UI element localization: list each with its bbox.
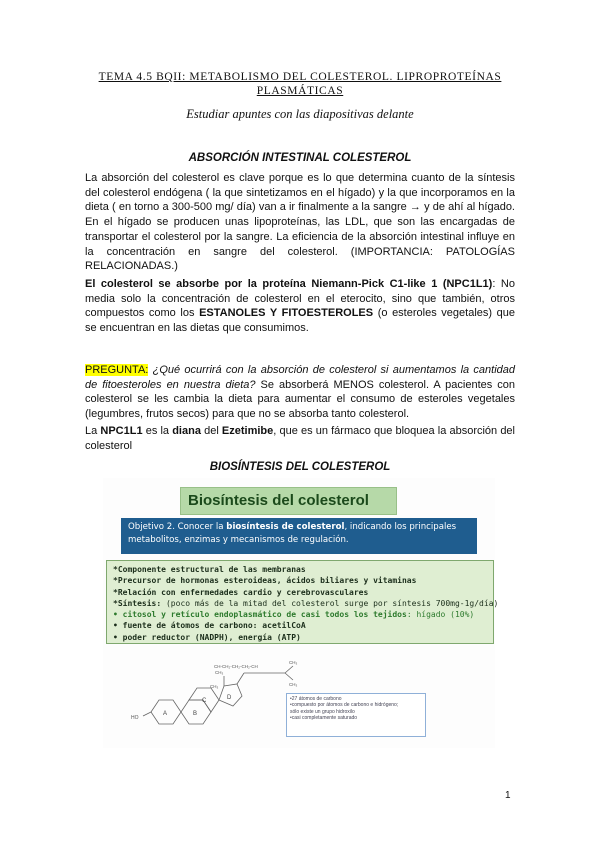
ezetimibe-bold-name: Ezetimibe [221,425,274,437]
side-chain-label: CH-CH₂-CH₂-CH₂-CH [214,664,258,669]
objective-text-bold: biosíntesis de colesterol [226,522,345,532]
objective-text-c: , indicando los principales metabolitos, enzimas y mecanismos de regulación. [128,522,457,545]
ring-label-d: D [227,695,232,701]
slide-bullet: *Relación con enfermedades cardio y cerebrovasculares [113,587,369,597]
section-heading-biosintesis: BIOSÍNTESIS DEL COLESTEROL [209,461,391,473]
npc1l1-text-a: : No media solo la concentración de colesterol en el eterocito, sino que también, otros compuestos como los [85,278,515,320]
ezetimibe-bold-npc1l1: NPC1L1 [100,425,143,437]
paragraph-ezetimibe [85,424,515,453]
note-line: •27 átomos de carbono [290,696,342,702]
ring-label-c: C [202,698,207,704]
page-number: 1 [505,790,511,801]
ch3-label: CH₃ [289,682,298,687]
slide-bullet: • poder reductor (NADPH), energía (ATP) [113,632,301,642]
slide-bullet: • fuente de átomos de carbono: acetilCoA [113,621,306,631]
npc1l1-bold-lead: El colesterol se absorbe por la proteína Niemann-Pick C1-like 1 (NPC1L1) [85,278,493,290]
citosol-text: • citosol y retículo endoplasmático de casi todos los tejidos [113,610,407,620]
paragraph-npc1l1 [85,277,515,336]
ezetimibe-bold-diana: diana [172,425,201,437]
document-title: TEMA 4.5 BQII: METABOLISMO DEL COLESTEROL. LIPROPROTEÍNAS PLASMÁTICAS [98,71,502,97]
ring-label-a: A [163,711,168,717]
ch3-label: CH₃ [210,684,219,689]
document-subtitle: Estudiar apuntes con las diapositivas delante [186,107,414,121]
npc1l1-text-b: (o esteroles vegetales) que se encuentran en las dietas que consumimos. [85,307,515,335]
objective-text-a: Objetivo 2. Conocer la [128,522,227,532]
ring-label-b: B [193,711,198,717]
sintesis-detail: (poco más de la mitad del colesterol surge por síntesis 700mg-1g/día) [161,598,499,608]
sintesis-label: *Síntesis: [113,598,162,608]
paragraph-absorcion: La absorción del colesterol es clave porque es lo que determina cuanto de la síntesis del colesterol endógena ( la que sintetizamos en el hígado) y la que incorporamos en la dieta ( en torno a 300-500 mg/ día) van a ir finalmente a la sangre → y de ahí al hígado. En el hígado se producen unas lipoproteínas, las LDL, que son las encargadas de transportar el colesterol por la sangre. La eficiencia de la absorción intestinal influye en la concentración en sangre del colesterol. (IMPORTANCIA: PATOLOGÍAS RELACIONADAS.) [85,172,515,273]
pregunta-answer: Se absorberá MENOS colesterol. A pacientes con colesterol se les cambia la dieta para aumentar el consumo de esteroles vegetales (legumbres, frutos secos) para que no se absorba tanto colesterol. [85,378,515,421]
pregunta-question: ¿Qué ocurrirá con la absorción de colesterol si aumentamos la cantidad de fitoesteroles en nuestra dieta? [85,364,515,391]
estanoles-bold: ESTANOLES Y FITOESTEROLES [199,307,374,320]
paragraph-pregunta [85,363,515,422]
note-line: •compuesto por átomos de carbono e hidrógeno; [290,702,399,709]
ezetimibe-text-4: , que es un fármaco que bloquea la absorción del colesterol [85,425,515,452]
ch3-label: CH₃ [289,660,298,665]
ezetimibe-text-1: La [85,425,101,437]
slide-image [103,478,499,748]
slide-note-box [286,693,426,737]
hydroxyl-label: HO [131,715,139,721]
ezetimibe-text-2: es la [142,425,173,437]
note-line: •casi completamente saturado [290,714,358,721]
ch3-label: CH₃ [215,670,224,675]
section-heading-absorcion: ABSORCIÓN INTESTINAL COLESTEROL [188,152,412,164]
note-line: sólo existe un grupo hidroxilo [290,708,355,715]
slide-bullet: *Componente estructural de las membranas [113,565,306,574]
slide-title: Biosíntesis del colesterol [180,487,397,515]
slide-bullet: *Precursor de hormonas esteroideas, ácidos biliares y vitaminas [113,576,417,586]
pregunta-label: PREGUNTA: [85,364,149,376]
higado-text: : hígado (10%) [406,610,475,620]
ezetimibe-text-3: del [200,425,222,437]
